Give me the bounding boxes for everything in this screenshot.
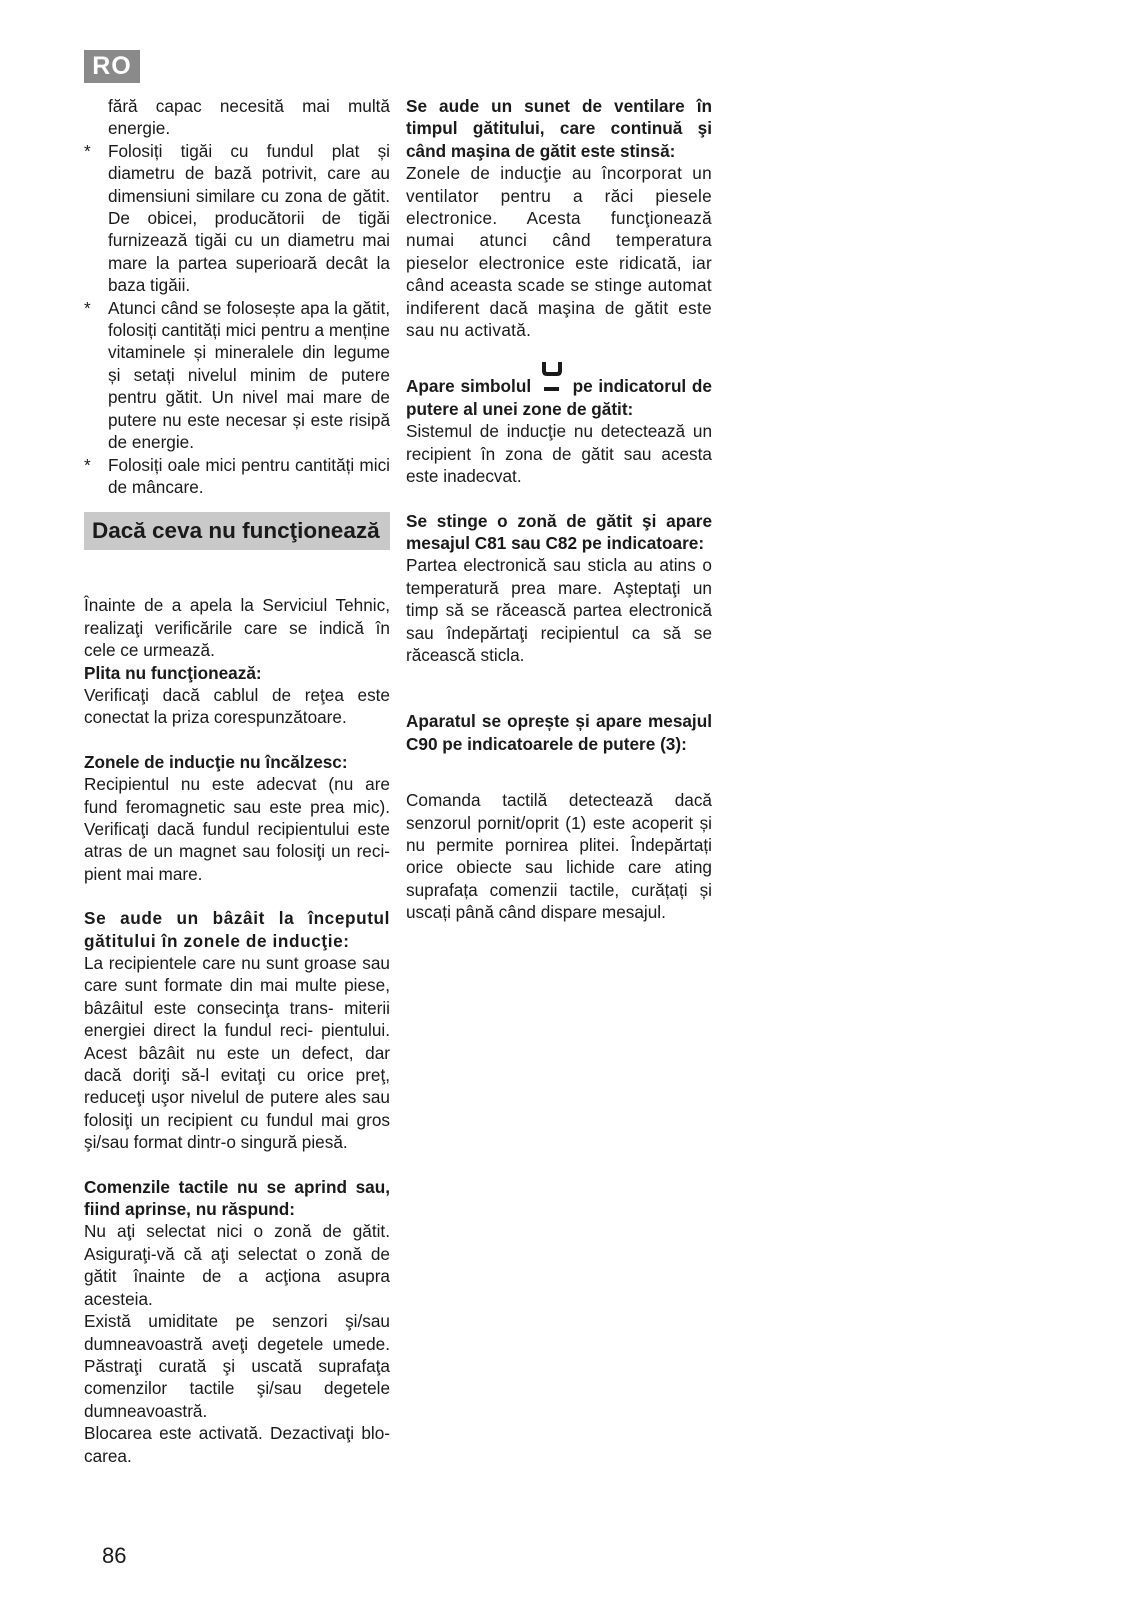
bullet-item	[84, 297, 390, 454]
bullet-item	[84, 140, 390, 297]
issue-title: Se aude un sunet de ventilare în timpul gătitului, care continuă şi când maşina de gătit este stinsă:	[406, 96, 712, 161]
section-heading: Dacă ceva nu funcţionează	[84, 512, 390, 550]
issue-title-part: Apare simbolul	[406, 376, 532, 397]
bullet-star: *	[84, 297, 91, 318]
issue-text: Partea electronică sau sticla au atins o temperatură prea mare. Aşteptaţi un timp să se răcească partea electronică sau îndepărtaţi recipientul ca să se răcească sticla.	[406, 555, 712, 665]
issue-title	[406, 375, 712, 420]
bullet-star: *	[84, 140, 91, 161]
issue-title: Comenzile tactile nu se aprind sau, fiind aprinse, nu răspund:	[84, 1176, 390, 1220]
issue-text: Nu aţi selectat nici o zonă de gătit. Asiguraţi-vă că aţi selectat o zonă de gătit înainte de a acţiona asupra acesteia.	[84, 1221, 390, 1309]
issue-title: Se stinge o zonă de gătit şi apare mesajul C81 sau C82 pe indicatoare:	[406, 510, 712, 553]
left-column	[84, 95, 390, 1467]
bullet-text: Folosiți tigăi cu fundul plat și diametru de bază potrivit, care au dimensiuni similare cu zona de gătit. De obicei, producătorii de tigăi furnizează tigăi cu un diametru mai mare la partea superioară decât la baza tigăii.	[108, 140, 390, 296]
issue-title: Se aude un bâzâit la începutul gătitului în zonele de inducţie:	[84, 908, 390, 951]
bullet-star: *	[84, 454, 91, 475]
issue-text: Blocarea este activată. Dezactivaţi blo- carea.	[84, 1423, 390, 1466]
intro-paragraph: Înainte de a apela la Serviciul Tehnic, realizaţi verificările care se indică în cele ce urmează.	[84, 595, 390, 661]
bullet-text: Folosiți oale mici pentru cantități mici de mâncare.	[108, 454, 390, 497]
issue-title: Plita nu funcţionează:	[84, 662, 262, 683]
issue-text: Recipientul nu este adecvat (nu are fund feromagnetic sau este prea mic). Verificaţi dacă fundul recipientului este atras de un magnet sau folosiţi un reci- pient mai mare.	[84, 774, 390, 884]
bullet-item	[84, 454, 390, 499]
issue-title: Aparatul se oprește și apare mesajul C90 pe indicatoarele de putere (3):	[406, 711, 712, 754]
bullet-text: Atunci când se folosește apa la gătit, folosiți cantități mici pentru a menține vitaminele și mineralele din legume și setați nivelul minim de putere pentru gătit. Un nivel mai mare de putere nu este necesar și este risipă de energie.	[108, 297, 390, 453]
issue-text: Verificaţi dacă cablul de reţea este conectat la priza corespunzătoare.	[84, 684, 390, 728]
page-number: 86	[102, 1543, 127, 1568]
issue-text: Există umiditate pe senzori şi/sau dumneavoastră aveţi degetele umede. Păstraţi curată şi uscată suprafaţa comenzilor tactile şi/sau degetele dumneavoastră.	[84, 1311, 390, 1421]
issue-text: La recipientele care nu sunt groase sau care sunt formate din mai multe piese, bâzâitul este consecinţa trans- miterii energiei direct la fundul reci- pientului. Acest bâzâit nu este un defect, dar dacă doriţi să-l evitaţi cu orice preţ, reduceţi uşor nivelul de putere ales sau folosiţi un recipient cu fundul mai gros şi/sau format dintr-o singură piesă.	[84, 953, 390, 1153]
issue-text: Sistemul de inducţie nu detectează un recipient în zona de gătit sau acesta este inadecvat.	[406, 421, 712, 487]
language-badge: RO	[84, 50, 140, 83]
no-pan-symbol-icon	[541, 376, 563, 394]
issue-text: Comanda tactilă detectează dacă senzorul pornit/oprit (1) este acoperit și nu permite pornirea plitei. Îndepărtați orice obiecte sau lichide care ating suprafața comenzii tactile, curățați și uscați până când dispare mesajul.	[406, 790, 712, 923]
right-column	[406, 95, 712, 924]
issue-title: Zonele de inducţie nu încălzesc:	[84, 751, 348, 772]
issue-text: Zonele de inducţie au încorporat un ventilator pentru a răci piesele electronice. Acesta funcţionează numai atunci când temperatura pieselor electronice este ridicată, iar când aceasta scade se stinge automat indiferent dacă maşina de gătit este sau nu activată.	[406, 163, 712, 341]
continued-text: fără capac necesită mai multă energie.	[108, 96, 390, 139]
issue-title-part: pe indicatorul de putere al unei zone de gătit:	[406, 376, 712, 419]
